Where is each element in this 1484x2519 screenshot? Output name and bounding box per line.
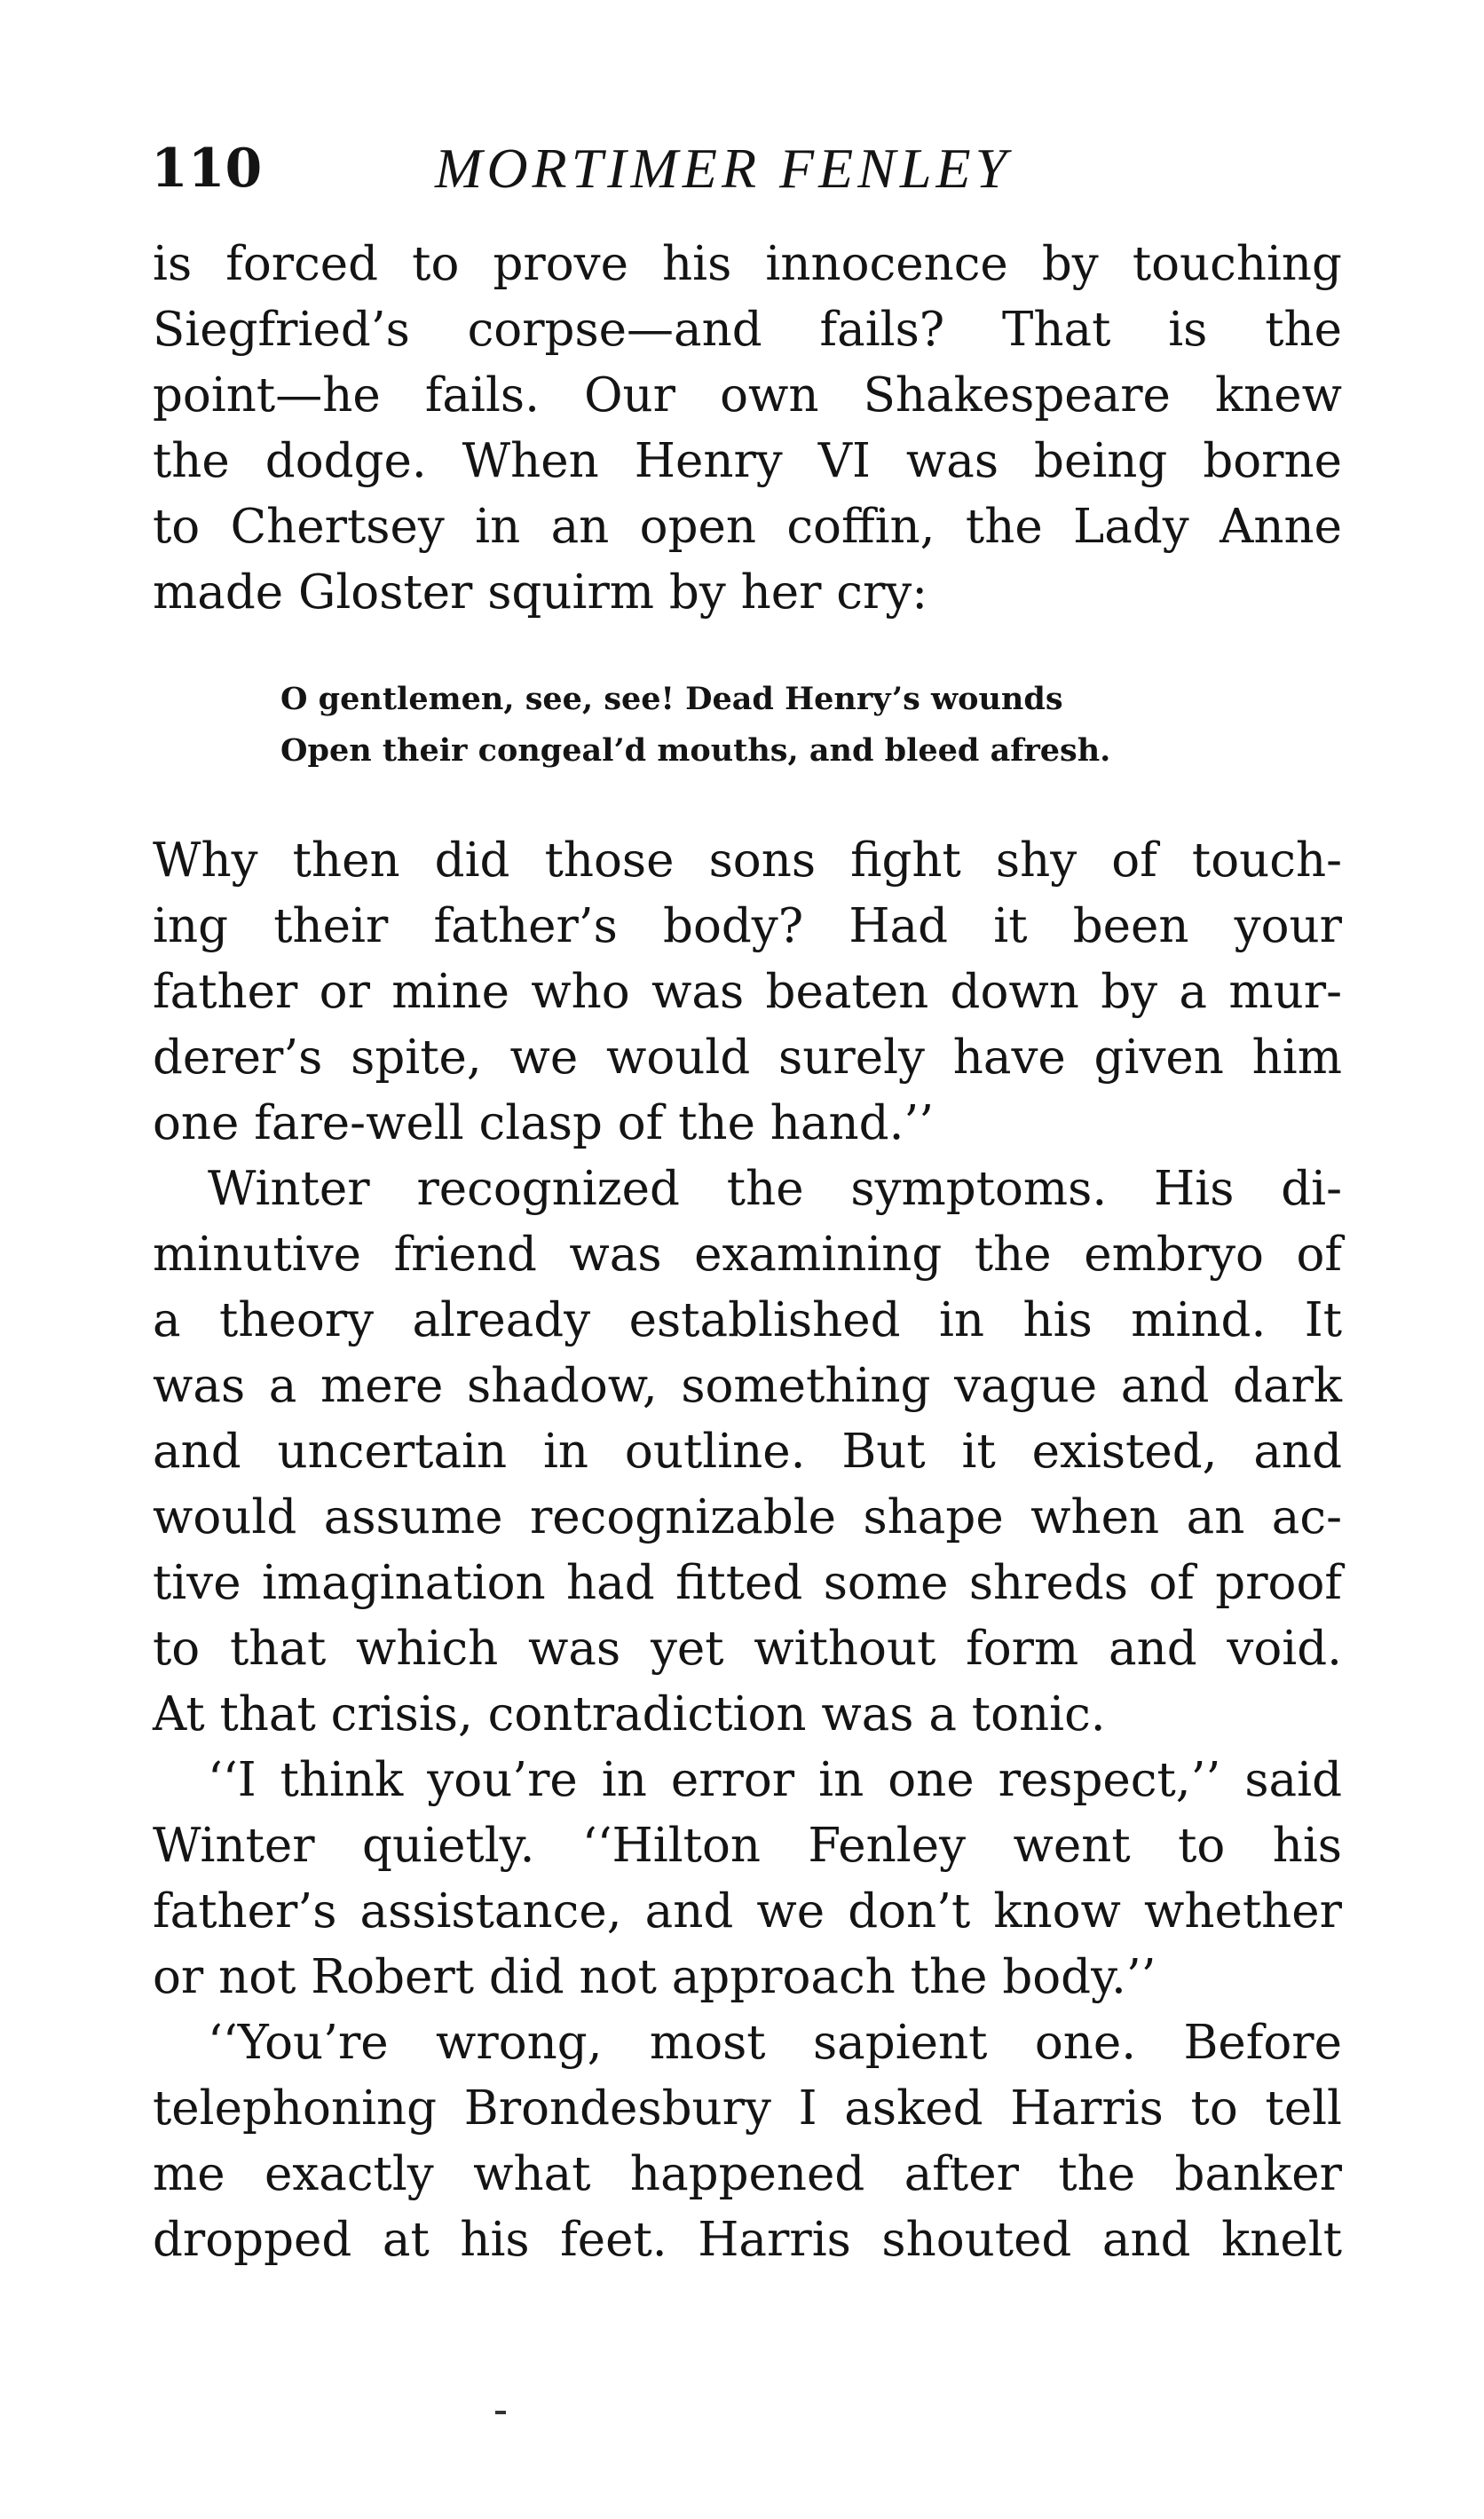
text-line: was a mere shadow, something vague and dark [153, 1359, 1342, 1413]
quote-line: O gentlemen, see, see! Dead Henry’s wounds [280, 681, 1063, 717]
text-line: a theory already established in his mind. It [153, 1293, 1342, 1347]
text-line: would assume recognizable shape when an ac- [153, 1490, 1342, 1544]
text-line: the dodge. When Henry VI was being borne [153, 434, 1342, 488]
page-number: 110 [151, 138, 263, 200]
text-line: tive imagination had fitted some shreds of proof [153, 1556, 1342, 1610]
text-line: me exactly what happened after the banker [153, 2147, 1342, 2201]
text-line: or not Robert did not approach the body.’’ [153, 1950, 1156, 2004]
text-line: one fare-well clasp of the hand.’’ [153, 1096, 935, 1150]
page-header [151, 129, 1340, 209]
text-line: ‘‘I think you’re in error in one respect,’’ said [208, 1753, 1342, 1807]
text-line: telephoning Brondesbury I asked Harris to tell [153, 2081, 1342, 2136]
text-line: to that which was yet without form and void. [153, 1622, 1342, 1676]
text-line: is forced to prove his innocence by touching [153, 237, 1342, 291]
text-line: Why then did those sons fight shy of touch- [153, 833, 1342, 888]
running-title: MORTIMER FENLEY [435, 137, 1012, 200]
text-line: made Gloster squirm by her cry: [153, 565, 928, 620]
print-mark [495, 2411, 506, 2414]
text-line: father or mine who was beaten down by a mur- [153, 965, 1342, 1019]
text-line: to Chertsey in an open coffin, the Lady Anne [153, 500, 1342, 554]
text-line: Siegfried’s corpse—and fails? That is the [153, 303, 1342, 357]
text-line: At that crisis, contradiction was a tonic. [153, 1687, 1106, 1741]
quote-line: Open their congeal’d mouths, and bleed afresh. [280, 732, 1111, 769]
text-line: dropped at his feet. Harris shouted and knelt [153, 2213, 1342, 2267]
text-line: minutive friend was examining the embryo of [153, 1228, 1342, 1282]
text-line: Winter quietly. ‘‘Hilton Fenley went to his [153, 1819, 1342, 1873]
text-line: ‘‘You’re wrong, most sapient one. Before [208, 2016, 1342, 2070]
text-line: point—he fails. Our own Shakespeare knew [153, 368, 1342, 422]
text-line: Winter recognized the symptoms. His di- [208, 1162, 1342, 1216]
text-line: ing their father’s body? Had it been your [153, 899, 1342, 953]
text-line: father’s assistance, and we don’t know whether [153, 1884, 1342, 1939]
text-line: and uncertain in outline. But it existed, and [153, 1425, 1342, 1479]
text-line: derer’s spite, we would surely have given him [153, 1030, 1342, 1085]
